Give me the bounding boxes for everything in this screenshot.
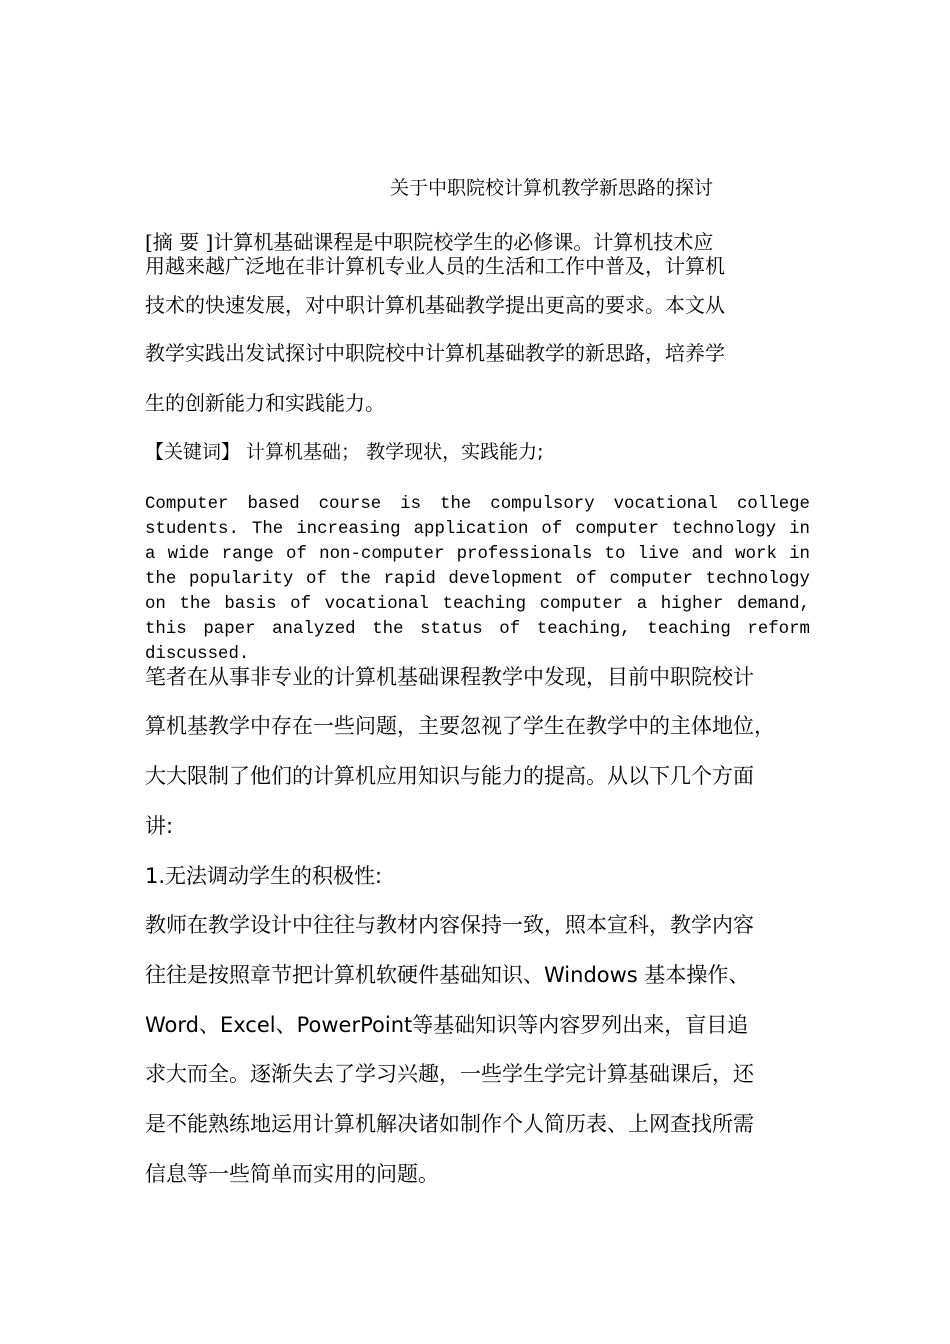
page-title: 关于中职院校计算机教学新思路的探讨 bbox=[390, 177, 714, 199]
body-line: 求大而全。逐渐失去了学习兴趣，一些学生学完计算基础课后，还 bbox=[145, 1062, 754, 1086]
body-line: 是不能熟练地运用计算机解决诸如制作个人简历表、上网查找所需 bbox=[145, 1112, 754, 1136]
abstract-line-5: 生的创新能力和实践能力。 bbox=[145, 391, 385, 415]
keywords-label: 【关键词】 bbox=[145, 441, 241, 463]
body-line: Word、Excel、PowerPoint等基础知识等内容罗列出来，盲目追 bbox=[145, 1013, 749, 1037]
english-abstract: Computer based course is the compulsory vocational college students. The increasing application of computer technology in a wide range of non-computer professionals to live and work in the popularity of the rapid development of computer technology on the basis of vocational teaching computer a higher demand, this paper analyzed the status of teaching, teaching reform discussed. bbox=[145, 495, 810, 665]
keywords-items: 实践能力; bbox=[461, 441, 544, 463]
body-line: 往往是按照章节把计算机软硬件基础知识、Windows 基本操作、 bbox=[145, 963, 750, 987]
abstract-line-3 bbox=[145, 289, 725, 318]
keywords bbox=[145, 437, 544, 464]
abstract-text: 教学实践出发 bbox=[145, 341, 265, 365]
body-line: 信息等一些简单而实用的问题。 bbox=[145, 1162, 439, 1186]
abstract-line-2: 用越来越广泛地在非计算机专业人员的生活和工作中普及，计算机 bbox=[145, 254, 725, 278]
abstract-text: 计算机基础课程是中职院校学生的必修课。计算机技术应 bbox=[213, 230, 714, 254]
abstract-label: [摘 要 ] bbox=[145, 230, 214, 254]
section-heading: 1.无法调动学生的积极性: bbox=[145, 864, 383, 888]
abstract-text: 试探讨中职院校中计算机基础教学的 bbox=[265, 341, 585, 365]
body-line: 大大限制了他们的计算机应用知识与能力的提高。从以下几个方面 bbox=[145, 764, 754, 788]
abstract-text: 从 bbox=[705, 293, 725, 317]
body-line: 讲: bbox=[145, 814, 174, 838]
body-line: 笔者在从事非专业的计算机基础课程教学中发现，目前中职院校计 bbox=[145, 665, 754, 689]
body-line: 算机基教学中存在一些问题，主要忽视了学生在教学中的主体地位， bbox=[145, 714, 775, 738]
abstract-text: 技术的快速发展，对中职计算机基础教学提出更高的要求。本文 bbox=[145, 293, 705, 317]
abstract-line-4 bbox=[145, 337, 725, 366]
abstract-text: 新思路，培养学 bbox=[585, 341, 725, 365]
body-line: 教师在教学设计中往往与教材内容保持一致，照本宣科，教学内容 bbox=[145, 913, 754, 937]
keywords-items: 计算机基础； 教学现状， bbox=[240, 441, 462, 463]
